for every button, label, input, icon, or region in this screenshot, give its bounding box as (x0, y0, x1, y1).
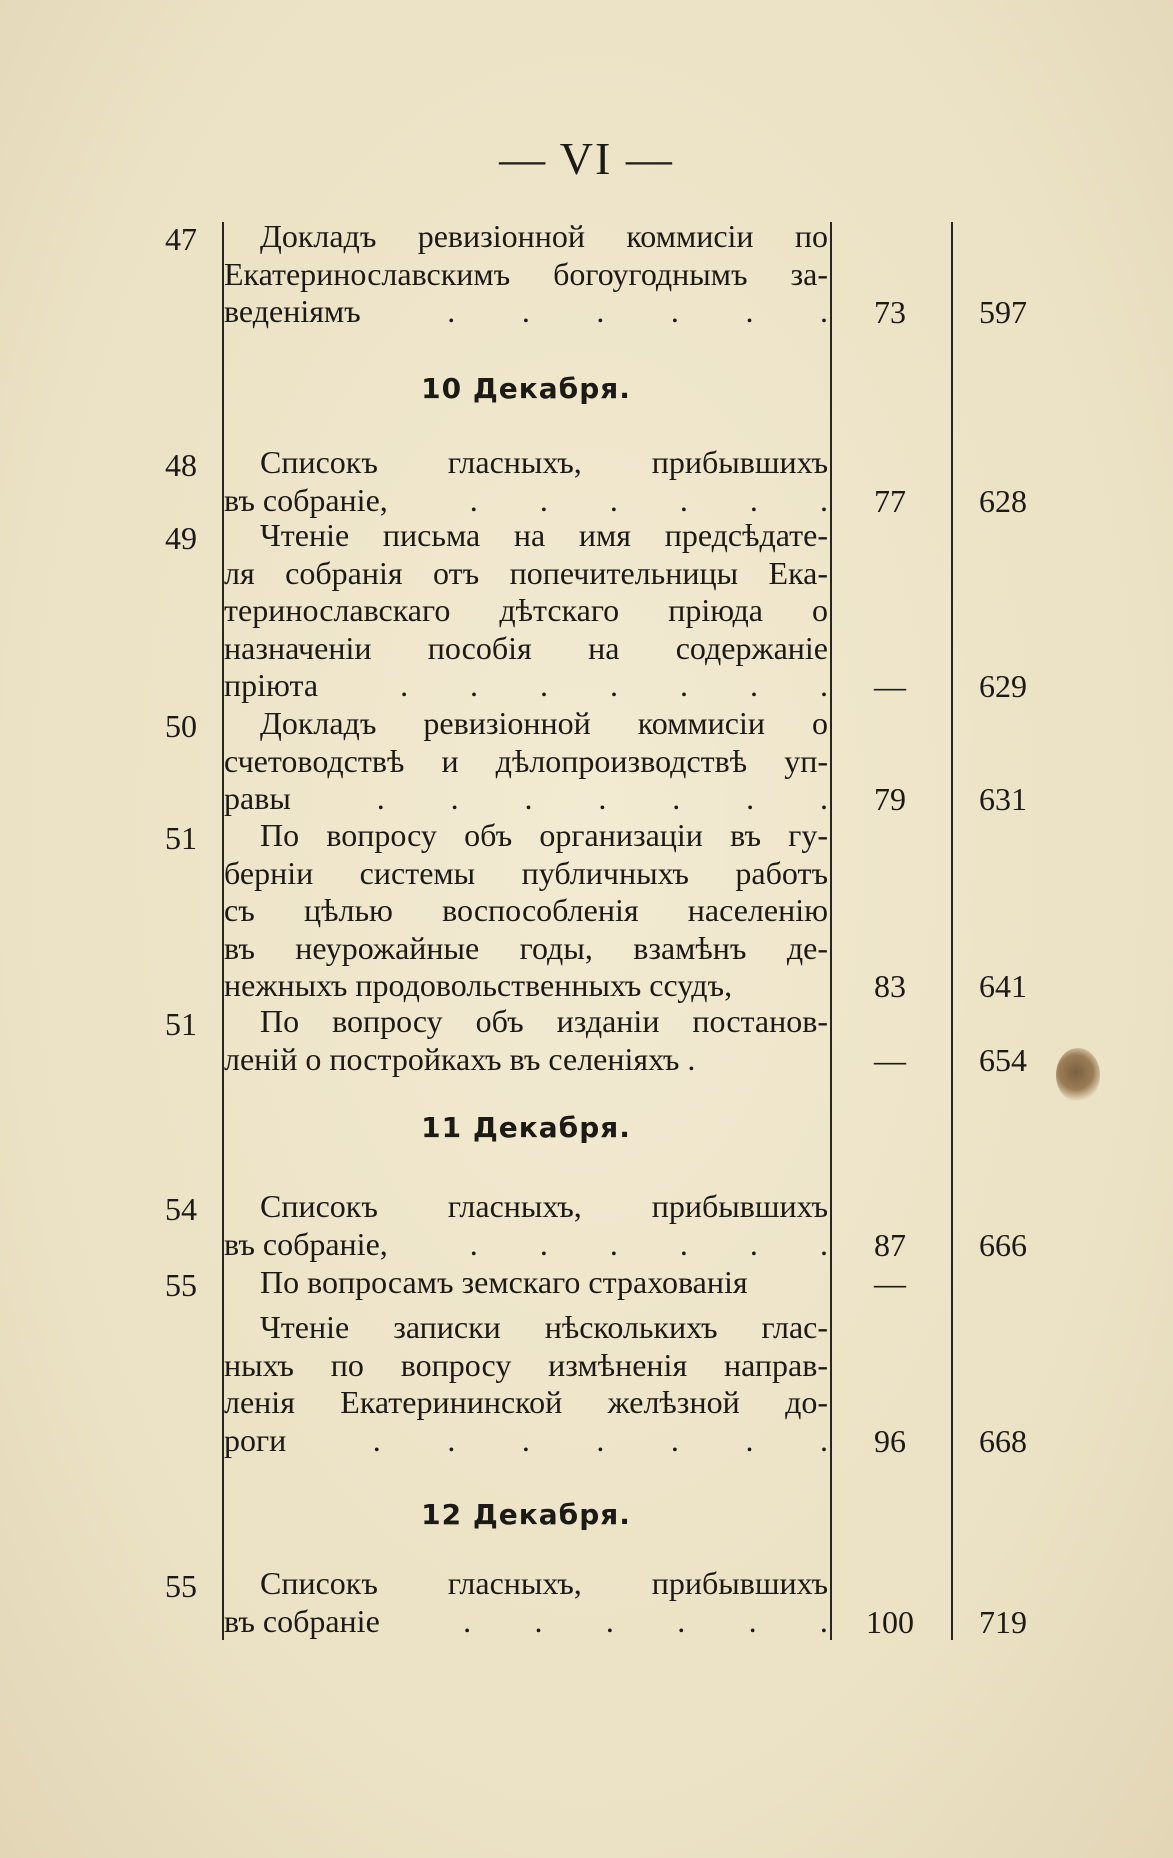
leader-dot: . (400, 667, 409, 703)
entry-title (224, 817, 828, 1005)
leader-dot: . (680, 667, 688, 703)
entry-last-line: По вопросамъ земскаго страхованія (260, 1264, 748, 1300)
page-ref: 77 (874, 482, 906, 519)
leader-dot: . (819, 780, 828, 816)
entry-title (224, 705, 828, 818)
entry-line: Докладъ ревизіонной коммисіи о (260, 705, 828, 741)
entry-line: счетоводствѣ и дѣлопроизводствѣ уп- (224, 742, 828, 779)
leader-dot: . (819, 1602, 828, 1639)
leader-dot: . (521, 293, 530, 329)
leader-dot: . (469, 1225, 478, 1262)
entry-number: 51 (165, 1006, 197, 1042)
section-date: 11 Декабря. (421, 1111, 631, 1144)
entry-number: 55 (165, 1568, 197, 1604)
section-date: 10 Декабря. (421, 372, 631, 405)
leader-dot: . (521, 1421, 530, 1458)
entry-last-line: нежныхъ продовольственныхъ ссудъ, (224, 967, 733, 1003)
entry-line: Чтеніе записки нѣсколькихъ глас- (260, 1309, 828, 1345)
leader-dot: . (745, 293, 754, 329)
leader-dot: . (609, 481, 618, 518)
page-number: — VI — (499, 133, 674, 184)
entry-title (224, 1188, 828, 1263)
entry-last-line: равы . . . . . . . (224, 780, 828, 816)
page-ref: 73 (874, 294, 906, 330)
rule-middle (830, 222, 832, 1640)
entry-title (224, 1565, 828, 1640)
entry-title (224, 218, 828, 331)
page-ref: 96 (874, 1422, 906, 1459)
leader-dot: . (672, 780, 681, 816)
entry-number: 48 (165, 447, 197, 483)
leader-dot: . (598, 780, 607, 816)
entry-line: назначеніи пособія на содержаніе (224, 629, 828, 666)
leader-dot: . (596, 1421, 605, 1458)
leader-dot: . (447, 293, 456, 329)
leader-dot: . (605, 1602, 614, 1639)
entry-line: По вопросу объ изданіи постанов- (260, 1003, 828, 1039)
page-ref: — (874, 1041, 906, 1078)
page-ref: 79 (874, 781, 906, 817)
entry-line: ныхъ по вопросу измѣненія направ- (224, 1346, 828, 1383)
column-ref: 597 (979, 294, 1027, 330)
leader-dot: . (447, 1421, 456, 1458)
entry-line: Докладъ ревизіонной коммисіи по (260, 218, 828, 254)
leader-dot: . (749, 481, 758, 518)
leader-dot: . (609, 1225, 618, 1262)
entry-line: теринославскаго дѣтскаго пріюда о (224, 592, 828, 628)
leader-dot: . (819, 481, 828, 518)
entry-line: ля собранія отъ попечительницы Ека- (224, 554, 828, 591)
rule-right (951, 222, 953, 1640)
leader-dot: . (819, 1421, 828, 1458)
leader-dot: . (820, 293, 828, 329)
entry-number: 49 (165, 520, 197, 556)
leader-dot: . (745, 1421, 754, 1458)
entry-number: 47 (165, 221, 197, 257)
column-ref: 719 (979, 1603, 1027, 1640)
leader-dot: . (524, 780, 533, 816)
entry-number: 51 (165, 820, 197, 856)
entry-last-line: пріюта . . . . . . . (224, 667, 828, 703)
leader-dot: . (749, 1225, 758, 1262)
leader-dot: . (677, 1602, 686, 1639)
leader-dot: . (376, 780, 385, 816)
entry-title (224, 444, 828, 519)
entry-last-line: въ собраніе, . . . . . . (224, 1225, 828, 1262)
entry-line: Списокъ гласныхъ, прибывшихъ (260, 1188, 828, 1224)
page-ref: 100 (866, 1603, 914, 1640)
entry-last-line: въ собраніе, . . . . . . (224, 481, 828, 518)
leader-dot: . (539, 481, 548, 518)
section-date: 12 Декабря. (421, 1498, 631, 1531)
leader-dot: . (679, 481, 688, 518)
leader-dot: . (679, 1225, 688, 1262)
leader-dot: . (748, 1602, 757, 1639)
leader-dot: . (819, 1225, 828, 1262)
ink-stain (1056, 1048, 1100, 1102)
entry-last-line: въ собраніе . . . . . . (224, 1602, 828, 1639)
entry-line: Екатеринославскимъ богоугоднымъ за- (224, 255, 828, 292)
entry-title (224, 1003, 828, 1078)
entry-line: ленія Екатерининской желѣзной до- (224, 1384, 828, 1420)
entry-title (224, 1264, 828, 1302)
leader-dot: . (746, 780, 755, 816)
entry-title (224, 1309, 828, 1459)
leader-dot: . (670, 293, 679, 329)
entry-last-line: веденіямъ . . . . . . (224, 293, 828, 329)
leader-dot: . (463, 1602, 472, 1639)
column-ref: 641 (979, 968, 1027, 1004)
page-ref: 83 (874, 968, 906, 1004)
leader-dot: . (372, 1421, 381, 1458)
leader-dot: . (470, 667, 479, 703)
entry-number: 55 (165, 1267, 197, 1303)
column-ref: 654 (979, 1041, 1027, 1078)
column-ref: 631 (979, 781, 1027, 817)
leader-dot: . (610, 667, 619, 703)
column-ref: 668 (979, 1422, 1027, 1459)
page-ref: — (874, 668, 906, 704)
column-ref: 629 (979, 668, 1027, 704)
leader-dot: . (540, 667, 549, 703)
entry-last-line: роги . . . . . . . (224, 1421, 828, 1458)
entry-line: Списокъ гласныхъ, прибывшихъ (260, 444, 828, 480)
leader-dot: . (450, 780, 459, 816)
leader-dot: . (749, 667, 758, 703)
entry-number: 50 (165, 708, 197, 744)
leader-dot: . (670, 1421, 679, 1458)
entry-line: въ неурожайные годы, взамѣнъ де- (224, 929, 828, 966)
leader-dot: . (534, 1602, 543, 1639)
entry-number: 54 (165, 1191, 197, 1227)
entry-line: По вопросу объ организаціи въ гу- (260, 817, 828, 853)
page-ref: 87 (874, 1226, 906, 1263)
entry-line: Списокъ гласныхъ, прибывшихъ (260, 1565, 828, 1601)
page-ref: — (874, 1265, 906, 1301)
column-ref: 628 (979, 482, 1027, 519)
entry-line: берніи системы публичныхъ работъ (224, 854, 828, 891)
entry-title (224, 517, 828, 705)
column-ref: 666 (979, 1226, 1027, 1263)
leader-dot: . (819, 667, 828, 703)
leader-dot: . (469, 481, 478, 518)
leader-dot: . (596, 293, 605, 329)
entry-line: съ цѣлью воспособленія населенію (224, 892, 828, 928)
leader-dot: . (539, 1225, 548, 1262)
entry-last-line: леній о постройкахъ въ селеніяхъ . (224, 1040, 696, 1077)
entry-line: Чтеніе письма на имя предсѣдате- (260, 517, 828, 553)
